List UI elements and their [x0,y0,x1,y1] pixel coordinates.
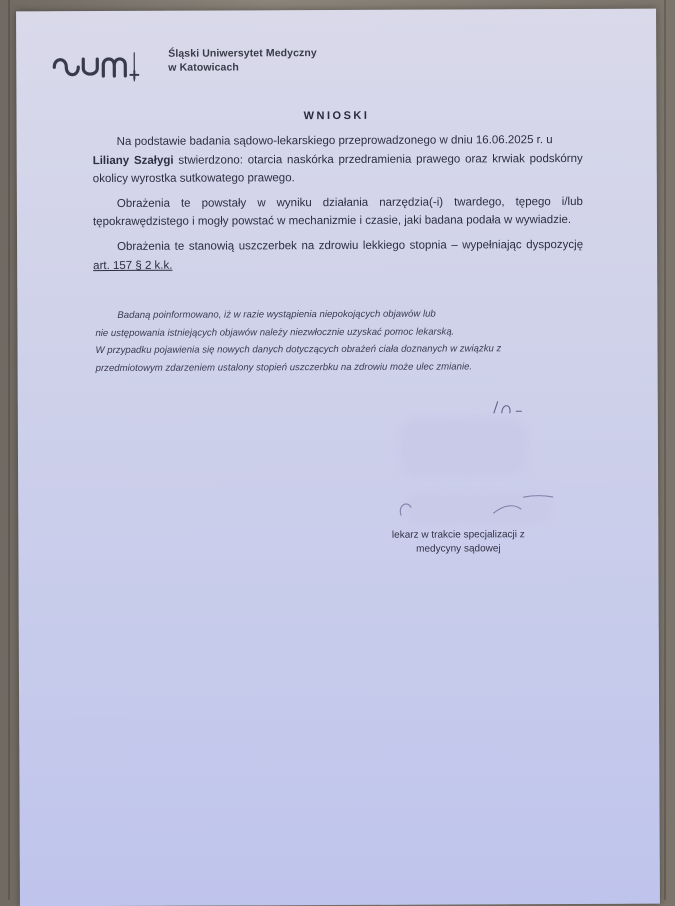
notice-line: przedmiotowym zdarzeniem ustalony stopień uszczerbku na zdrowiu może ulec zmianie. [95,361,473,374]
findings-text-start: Na podstawie badania sądowo-lekarskiego przeprowadzonego w dniu 16.06.2025 r. u [116,134,553,148]
document-page [16,9,660,906]
paragraph-injury-degree [93,236,583,275]
notice-line: nie ustępowania istniejących objawów należy niezwłocznie uzyskać pomoc lekarską. [95,326,455,339]
paragraph-findings [93,131,583,189]
findings-text-end: stwierdzono: otarcia naskórka przedramienia prawego oraz krwiak podskórny okolicy wyrostka sutkowatego prawego. [92,152,583,186]
handwriting-mark [488,397,528,419]
university-name [168,46,317,75]
injury-degree-text: Obrażenia te stanowią uszczerbek na zdrowiu lekkiego stopnia – wypełniając dyspozycję [117,238,584,253]
university-name-line1: Śląski Uniwersytet Medyczny [168,47,317,60]
signature-caption-line1: lekarz w trakcie specjalizacji z [391,529,525,541]
patient-notice [95,305,585,378]
university-name-line2: w Katowicach [168,61,239,74]
conclusions-body [93,131,584,281]
signature-caption-line2: medycyny sądowej [416,543,501,555]
notice-line: W przypadku pojawienia się nowych danych dotyczących obrażeń ciała doznanych w związku z [95,343,502,357]
table-grain [664,0,666,900]
document-title: WNIOSKI [303,109,370,123]
legal-reference: art. 157 § 2 k.k. [93,259,173,272]
signature-icon [393,487,563,528]
notice-line: Badaną poinformowano, iż w razie wystąpienia niepokojących objawów lub [117,308,436,321]
redacted-stamp [398,417,528,478]
paragraph-mechanism: Obrażenia te powstały w wyniku działania narzędzia(-i) twardego, tępego i/lub tępokrawędzistego i mogły powstać w mechanizmie i czasie, jaki badana podała w wywiadzie. [92,195,583,229]
signature-caption [373,528,543,557]
patient-name: Liliany Szałygi [92,154,174,167]
table-grain [8,0,10,900]
